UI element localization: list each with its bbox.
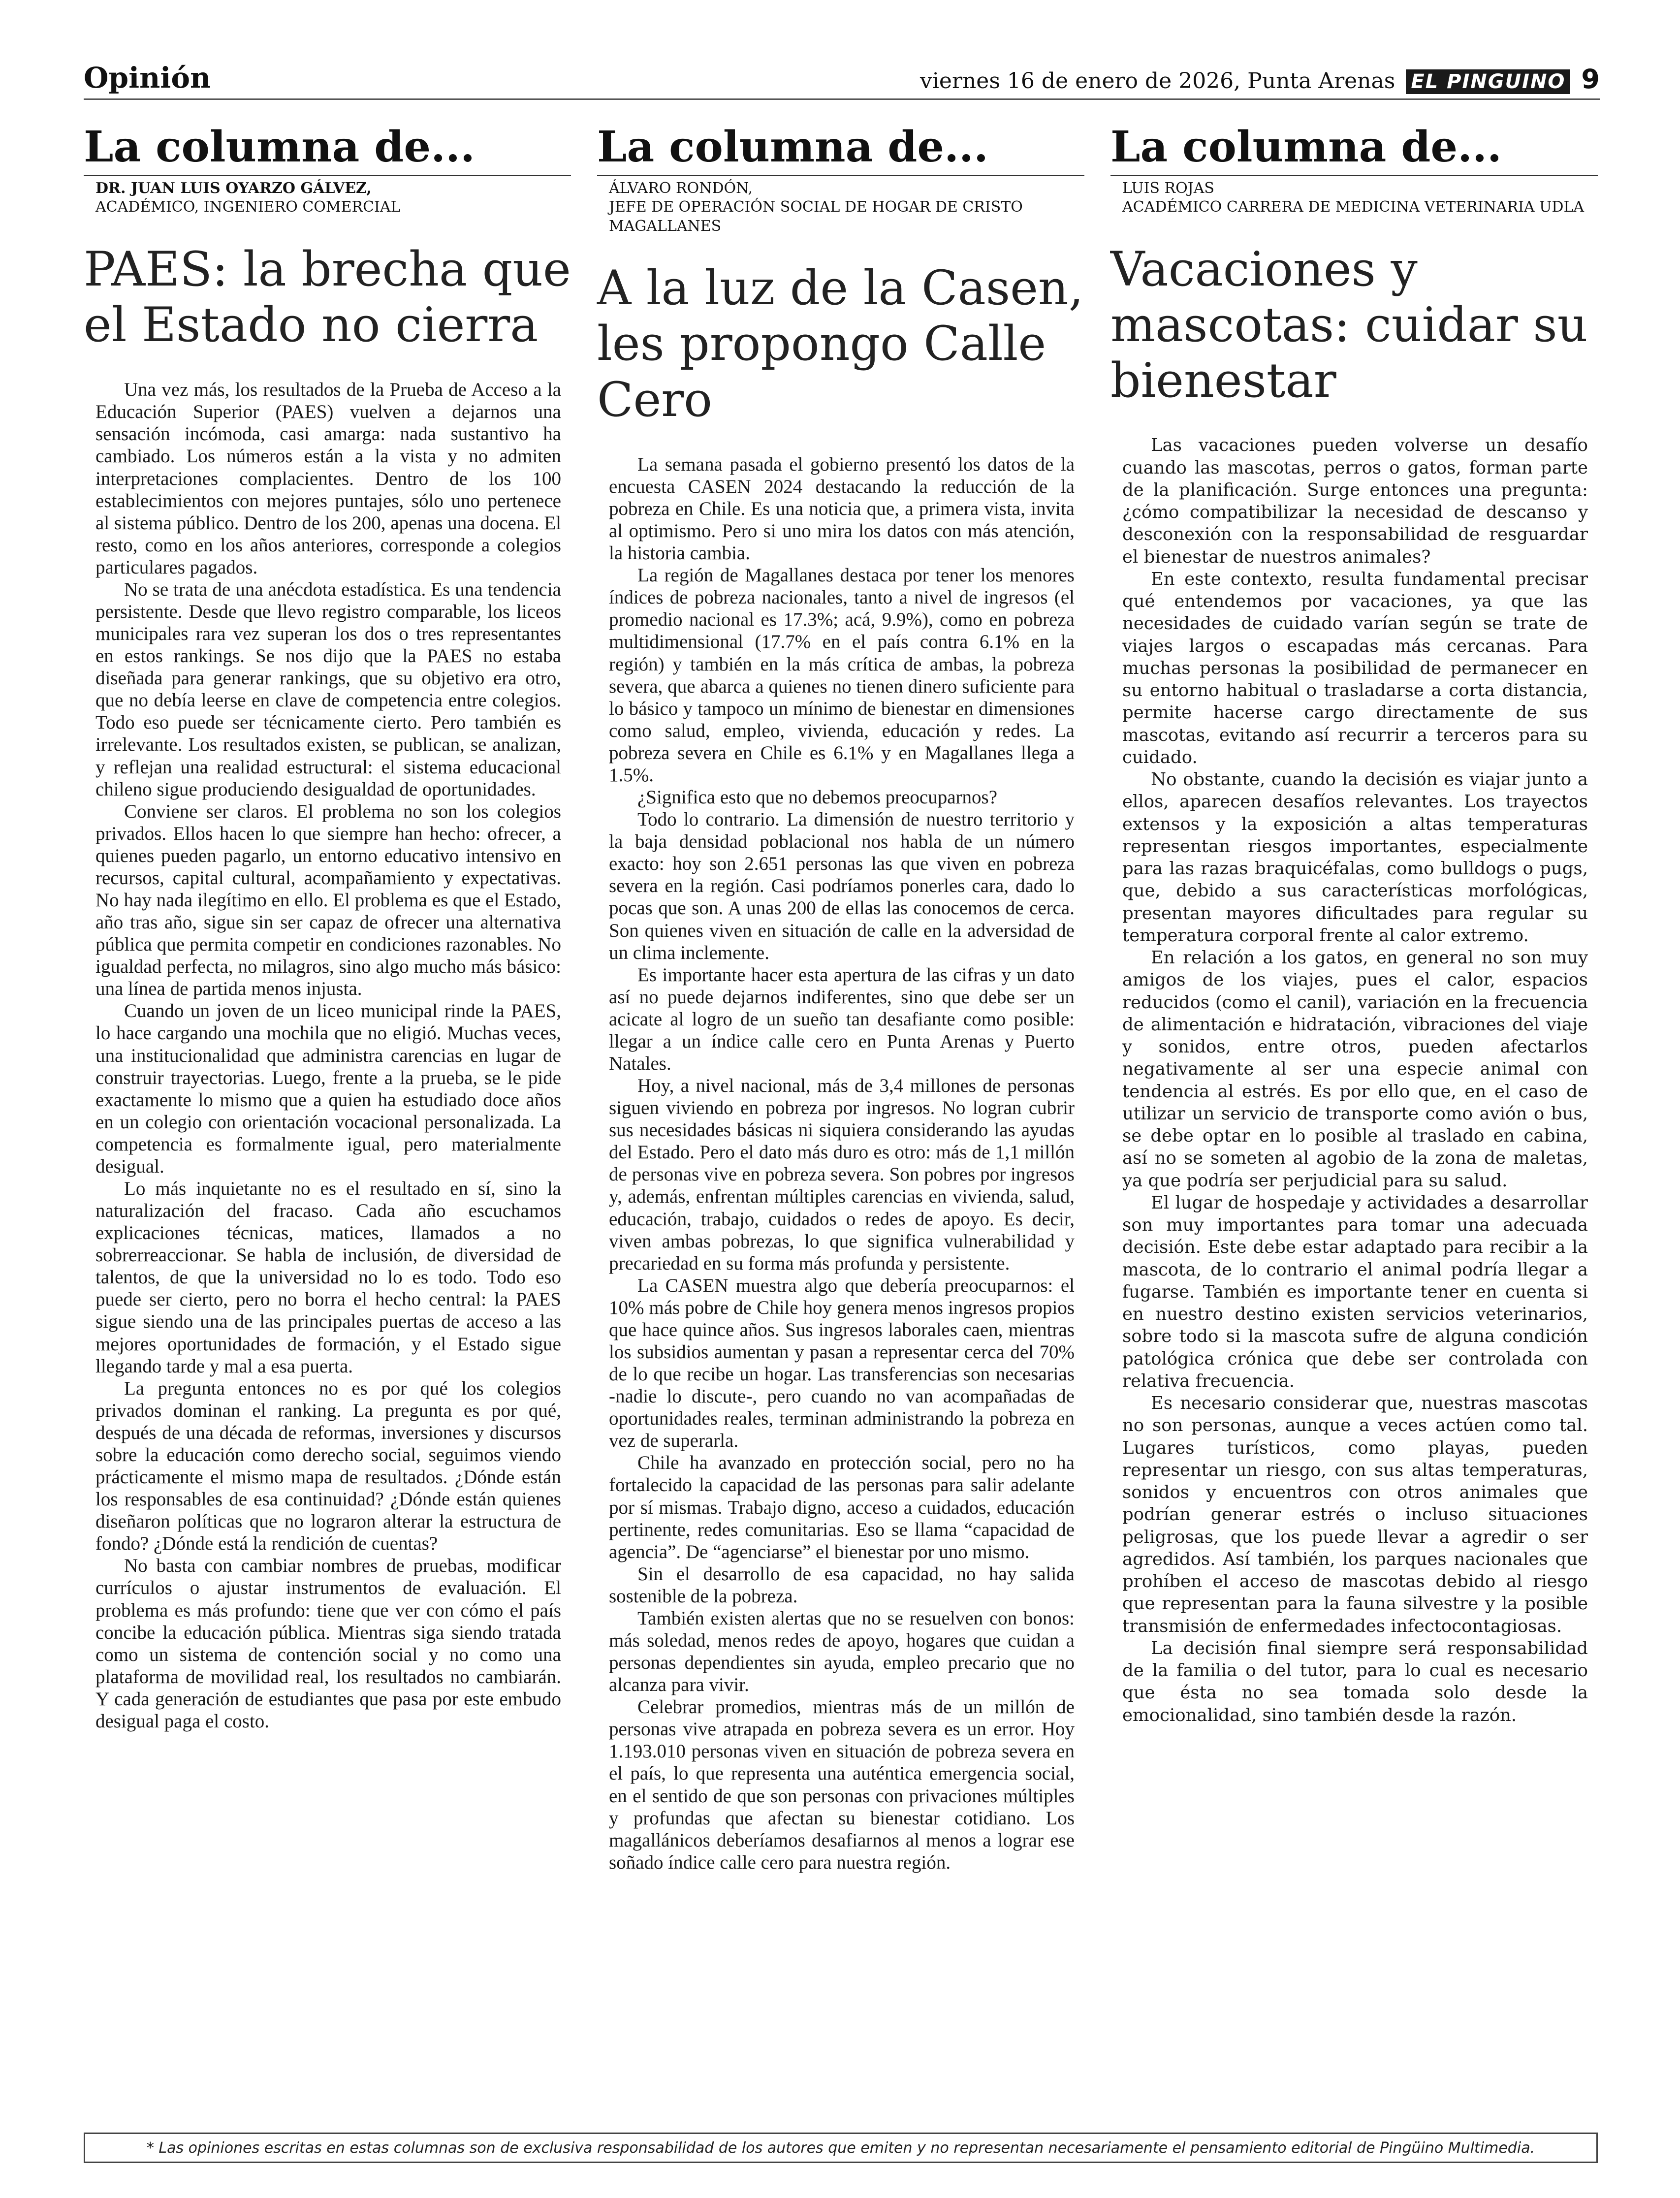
byline bbox=[1122, 176, 1598, 217]
opinion-column-1 bbox=[84, 123, 571, 1732]
paragraph: En relación a los gatos, en general no son muy amigos de los viajes, pues el calor, espacios reducidos (como el canil), variación en la frecuencia de alimentación e hidratación, vibraciones del viaje y sonidos, entre otros, pueden afectarlos negativamente al ser una especie animal con tendencia al estrés. Es por ello que, en el caso de utilizar un servicio de transporte como avión o bus, se debe optar en lo posible al traslado en cabina, así no se someten al agobio de la zona de maletas, ya que podría ser perjudicial para su salud. bbox=[1122, 948, 1588, 1191]
paragraph: Conviene ser claros. El problema no son los colegios privados. Ellos hacen lo que siempre han hecho: ofrecer, a quienes pueden pagarlo, un entorno educativo intensivo en recursos, capital cultural, acompañamiento y expectativas. No hay nada ilegítimo en ello. El problema es que el Estado, año tras año, sigue sin ser capaz de ofrecer una alternativa pública que permita competir en condiciones razonables. No igualdad perfecta, no milagros, sino algo mucho más básico: una línea de partida menos injusta. bbox=[95, 800, 561, 1000]
article-body bbox=[1122, 434, 1588, 1726]
author-name: LUIS ROJAS bbox=[1122, 179, 1214, 197]
header-meta bbox=[920, 64, 1600, 95]
column-kicker: La columna de... bbox=[84, 123, 571, 176]
paragraph: No basta con cambiar nombres de pruebas, modificar currículos o ajustar instrumentos de evaluación. El problema es más profundo: tiene que ver con cómo el país concibe la educación pública. Mientras siga siendo tratada como un sistema de contención social y no como una plataforma de movilidad real, los resultados no cambiarán. Y cada generación de estudiantes que pasa por este embudo desigual paga el costo. bbox=[95, 1555, 561, 1732]
author-role: ACADÉMICO CARRERA DE MEDICINA VETERINARIA UDLA bbox=[1122, 198, 1585, 216]
paragraph: La región de Magallanes destaca por tener los menores índices de pobreza nacionales, tanto a nivel de ingresos (el promedio nacional es 17.3%; acá, 9.9%), como en pobreza multidimensional (17.7% en el país contra 6.1% en la región) y también en la más crítica de ambas, la pobreza severa, que abarca a quienes no tienen dinero suficiente para lo básico y tampoco un mínimo de bienestar en dimensiones como salud, empleo, vivienda, educación y redes. La pobreza severa en Chile es 6.1% y en Magallanes llega a 1.5%. bbox=[609, 565, 1075, 786]
author-role: ACADÉMICO, INGENIERO COMERCIAL bbox=[95, 198, 401, 216]
column-kicker: La columna de... bbox=[1110, 123, 1598, 176]
article-body bbox=[95, 379, 561, 1732]
date-place: viernes 16 de enero de 2026, Punta Arenas bbox=[919, 68, 1395, 94]
paragraph: Hoy, a nivel nacional, más de 3,4 millones de personas siguen viviendo en pobreza por ingresos. No logran cubrir sus necesidades básicas ni siquiera considerando las ayudas del Estado. Pero el dato más duro es otro: más de 1,1 millón de personas vive en pobreza severa. Son pobres por ingresos y, además, enfrentan múltiples carencias en vivienda, salud, educación, trabajo, cuidados o redes de apoyo. Es decir, viven ambas pobrezas, lo que significa vulnerabilidad y precariedad en su forma más profunda y persistente. bbox=[609, 1075, 1075, 1274]
author-name: DR. JUAN LUIS OYARZO GÁLVEZ, bbox=[95, 179, 372, 197]
paragraph: La pregunta entonces no es por qué los colegios privados dominan el ranking. La pregunta es por qué, después de una década de reformas, inversiones y discursos sobre la educación como derecho social, seguimos viendo prácticamente el mismo mapa de resultados. ¿Dónde están los responsables de esa continuidad? ¿Dónde están quienes diseñaron políticas que no lograron alterar la estructura de fondo? ¿Dónde está la rendición de cuentas? bbox=[95, 1377, 561, 1555]
paragraph: Una vez más, los resultados de la Prueba de Acceso a la Educación Superior (PAES) vuelven a dejarnos una sensación incómoda, casi amarga: nada sustantivo ha cambiado. Los números están a la vista y no admiten interpretaciones complacientes. Dentro de los 100 establecimientos con mejores puntajes, sólo uno pertenece al sistema público. Dentro de los 200, apenas una docena. El resto, como en los años anteriores, corresponde a colegios particulares pagados. bbox=[95, 379, 561, 578]
byline bbox=[609, 176, 1084, 236]
article-body bbox=[609, 453, 1075, 1874]
article-headline: A la luz de la Casen, les propongo Calle Cero bbox=[597, 260, 1084, 427]
paragraph: En este contexto, resulta fundamental precisar qué entendemos por vacaciones, ya que las necesidades de cuidado varían según se trate de viajes largos o escapadas más cercanas. Para muchas personas la posibilidad de permanecer en su entorno habitual o trasladarse a corta distancia, permite hacerse cargo directamente de sus mascotas, evitando así recurrir a terceros para su cuidado. bbox=[1122, 569, 1588, 767]
paragraph: Las vacaciones pueden volverse un desafío cuando las mascotas, perros o gatos, forman parte de la planificación. Surge entonces una pregunta: ¿cómo compatibilizar la necesidad de descanso y desconexión con la responsabilidad de resguardar el bienestar de nuestros animales? bbox=[1122, 435, 1588, 567]
article-headline: Vacaciones y mascotas: cuidar su bienestar bbox=[1110, 241, 1588, 409]
paragraph: La decisión final siempre será responsabilidad de la familia o del tutor, para lo cual es necesario que ésta no sea tomada solo desde la emocionalidad, sino también desde la razón. bbox=[1122, 1638, 1588, 1725]
article-headline: PAES: la brecha que el Estado no cierra bbox=[84, 241, 571, 352]
byline bbox=[95, 176, 571, 217]
paragraph: Es importante hacer esta apertura de las cifras y un dato así no puede dejarnos indiferentes, sino que debe ser un acicate al logro de un sueño tan desafiante como posible: llegar a un índice calle cero en Punta Arenas y Puerto Natales. bbox=[609, 964, 1075, 1074]
opinion-column-3 bbox=[1110, 123, 1598, 1726]
paragraph: Sin el desarrollo de esa capacidad, no hay salida sostenible de la pobreza. bbox=[609, 1563, 1075, 1607]
paragraph: Lo más inquietante no es el resultado en sí, sino la naturalización del fracaso. Cada año escuchamos explicaciones técnicas, matices, llamados a no sobrerreaccionar. Se habla de inclusión, de diversidad de talentos, de que la universidad no lo es todo. Todo eso puede ser cierto, pero no borra el hecho central: la PAES sigue siendo una de las principales puertas de acceso a las mejores oportunidades de formación, y el Estado sigue llegando tarde y mal a esa puerta. bbox=[95, 1178, 561, 1377]
paragraph: Todo lo contrario. La dimensión de nuestro territorio y la baja densidad poblacional nos habla de un número exacto: hoy son 2.651 personas las que viven en pobreza severa en la región. Casi podríamos ponerles cara, dado lo pocas que son. A unas 200 de ellas las conocemos de cerca. Son quienes viven en situación de calle en la adversidad de un clima inclemente. bbox=[609, 809, 1075, 963]
newspaper-logo: EL PINGUINO bbox=[1406, 69, 1570, 94]
paragraph: Celebrar promedios, mientras más de un millón de personas vive atrapada en pobreza severa es un error. Hoy 1.193.010 personas viven en situación de pobreza severa en el país, lo que representa una auténtica emergencia social, en el sentido de que son personas con privaciones múltiples y profundas que afectan su bienestar cotidiano. Los magallánicos deberíamos desafiarnos al menos a lograr ese soñado índice calle cero para nuestra región. bbox=[609, 1696, 1075, 1873]
editorial-disclaimer bbox=[84, 2133, 1598, 2163]
paragraph: Cuando un joven de un liceo municipal rinde la PAES, lo hace cargando una mochila que no eligió. Muchas veces, una institucionalidad que administra carencias en lugar de construir trayectorias. Luego, frente a la prueba, se le pide exactamente lo mismo que a quien ha estudiado doce años en un colegio con orientación vocacional personalizada. La competencia es formalmente igual, pero materialmente desigual. bbox=[95, 1000, 561, 1177]
section-title: Opinión bbox=[84, 61, 211, 95]
paragraph: El lugar de hospedaje y actividades a desarrollar son muy importantes para tomar una adecuada decisión. Este debe estar adaptado para recibir a la mascota, de lo contrario el animal podría llegar a fugarse. También es importante tener en cuenta si en nuestro destino existen servicios veterinarios, sobre todo si la mascota sufre de alguna condición patológica crónica que debe ser controlada con relativa frecuencia. bbox=[1122, 1192, 1588, 1391]
paragraph: ¿Significa esto que no debemos preocuparnos? bbox=[637, 787, 998, 808]
paragraph: No se trata de una anécdota estadística. Es una tendencia persistente. Desde que llevo registro comparable, los liceos municipales rara vez superan los dos o tres representantes en estos rankings. Se nos dijo que la PAES no estaba diseñada para generar rankings, que su objetivo era otro, que no debía leerse en clave de competencia entre colegios. Todo eso puede ser técnicamente cierto. Pero también es irrelevante. Los resultados existen, se publican, se analizan, y reflejan una realidad estructural: el sistema educacional chileno sigue produciendo desigualdad de oportunidades. bbox=[95, 578, 561, 800]
paragraph: No obstante, cuando la decisión es viajar junto a ellos, aparecen desafíos relevantes. Los trayectos extensos y la exposición a altas temperaturas representan riesgos importantes, especialmente para las razas braquicéfalas, como bulldogs o pugs, que, debido a sus características morfológicas, presentan mayores dificultades para regular su temperatura corporal frente al calor extremo. bbox=[1122, 769, 1588, 946]
page-header bbox=[84, 59, 1600, 100]
paragraph: Es necesario considerar que, nuestras mascotas no son personas, aunque a veces actúen como tal. Lugares turísticos, como playas, pueden representar un riesgo, con sus altas temperaturas, sonidos y encuentros con otros animales que podrían generar estrés o incluso situaciones peligrosas, que los puede llevar a agredir o ser agredidos. Así también, los parques nacionales que prohíben el acceso de mascotas debido al riesgo que representan para la fauna silvestre y la posible transmisión de enfermedades infectocontagiosas. bbox=[1122, 1393, 1588, 1636]
page-number: 9 bbox=[1581, 64, 1600, 95]
paragraph: La semana pasada el gobierno presentó los datos de la encuesta CASEN 2024 destacando la reducción de la pobreza en Chile. Es una noticia que, a primera vista, invita al optimismo. Pero si uno mira los datos con más atención, la historia cambia. bbox=[609, 453, 1075, 564]
author-name: ÁLVARO RONDÓN, bbox=[609, 179, 753, 197]
opinion-column-2 bbox=[597, 123, 1084, 1874]
disclaimer-text: * Las opiniones escritas en estas columnas son de exclusiva responsabilidad de los autores que emiten y no representan necesariamente el pensamiento editorial de Pingüino Multimedia. bbox=[146, 2139, 1535, 2157]
paragraph: También existen alertas que no se resuelven con bonos: más soledad, menos redes de apoyo, hogares que cuidan a personas dependientes sin ayuda, empleo precario que no alcanza para vivir. bbox=[609, 1607, 1075, 1696]
paragraph: La CASEN muestra algo que debería preocuparnos: el 10% más pobre de Chile hoy genera menos ingresos propios que hace quince años. Sus ingresos laborales caen, mientras los subsidios aumentan y pasan a representar cerca del 70% de lo que recibe un hogar. Las transferencias son necesarias -nadie lo discute-, pero cuando no van acompañadas de oportunidades reales, terminan administrando la pobreza en vez de superarla. bbox=[609, 1274, 1075, 1452]
paragraph: Chile ha avanzado en protección social, pero no ha fortalecido la capacidad de las personas para salir adelante por sí mismas. Trabajo digno, acceso a cuidados, educación pertinente, redes comunitarias. Eso se llama “capacidad de agencia”. De “agenciarse” el bienestar por uno mismo. bbox=[609, 1452, 1075, 1562]
column-kicker: La columna de... bbox=[597, 123, 1084, 176]
author-role: JEFE DE OPERACIÓN SOCIAL DE HOGAR DE CRISTO MAGALLANES bbox=[609, 198, 1023, 235]
